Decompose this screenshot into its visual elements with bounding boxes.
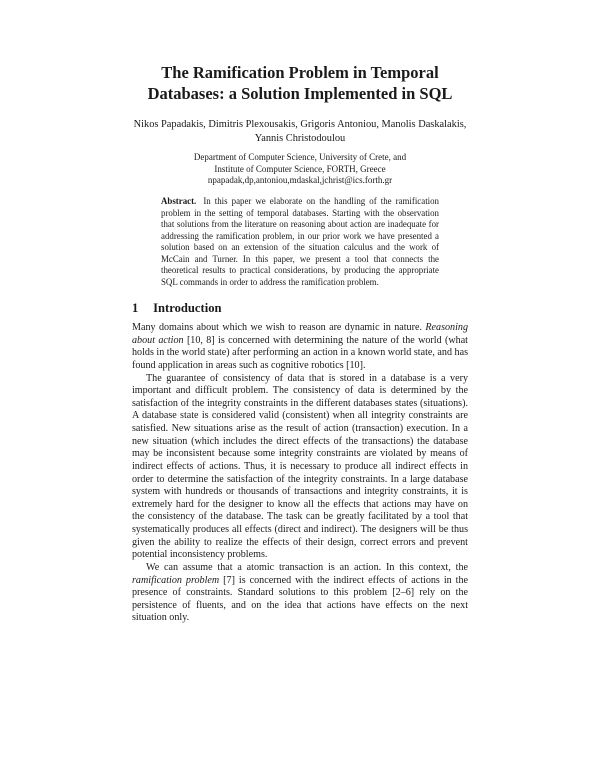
body-text [132, 322, 468, 625]
section-title: Introduction [153, 301, 222, 315]
author-emails: npapadak,dp,antoniou,mdaskal,jchrist@ics.forth.gr [207, 175, 393, 186]
section-heading [132, 300, 222, 316]
title-line: Databases: a Solution Implemented in SQL [147, 84, 453, 103]
abstract-text: In this paper we elaborate on the handling of the ramification problem in the setting of temporal databases. Starting with the observation that solutions from the literature on reasoning about action are inadequate for addressing the ramification problem, in our prior work we have presented a solution based on an extension of the situation calculus and the work of McCain and Turner. In this paper, we present a tool that connects the theoretical results to practical considerations, by producing the appropriate SQL commands in order to address the ramification problem. [161, 196, 439, 287]
affiliation [140, 152, 460, 187]
abstract-label: Abstract. [161, 196, 197, 206]
author-line: Nikos Papadakis, Dimitris Plexousakis, Grigoris Antoniou, Manolis Daskalakis, [133, 119, 467, 130]
affiliation-line: Institute of Computer Science, FORTH, Greece [214, 163, 386, 174]
emphasized-term: Reasoning about action [132, 322, 468, 346]
paper-title [110, 62, 490, 104]
author-line: Yannis Christodoulou [254, 132, 346, 144]
section-number: 1 [132, 301, 139, 315]
author-list [110, 118, 490, 145]
affiliation-line: Department of Computer Science, University of Crete, and [193, 152, 407, 162]
paragraph: The guarantee of consistency of data that is stored in a database is a very important and difficult problem. The consistency of data is determined by the satisfaction of the integrity constraints in the different databases states (situations). A database state is considered valid (consistent) when all integrity constraints are satisfied. New situations arise as the result of action (transaction) execution. In a new situation (which includes the direct effects of the transactions) the database may be inconsistent because some integrity constraints are violated by means of indirect effects of actions. Thus, it is necessary to produce all indirect effects in order to determine the satisfaction of the integrity constraints. In a large database system with hundreds or thousands of transactions and integrity constraints, it is extremely hard for the designer to know all the effects that actions may have on the consistency of the database. The task can be greatly facilitated by a tool that systematically produces all effects (direct and indirect). The designers will be thus given the ability to realize the effects of their design, correct errors and prevent potential inconsistency problems. [132, 372, 468, 561]
paragraph: We can assume that a atomic transaction is an action. In this context, the ramification problem [7] is concerned with the indirect effects of actions in the presence of constraints. Standard solutions to this problem [2–6] rely on the persistence of fluents, and on the idea that actions have effects on the next situation only. [132, 561, 468, 624]
title-line: The Ramification Problem in Temporal [161, 63, 439, 82]
emphasized-term: ramification problem [132, 574, 220, 586]
abstract [161, 196, 439, 288]
paragraph: Many domains about which we wish to reason are dynamic in nature. Reasoning about action [10, 8] is concerned with determining the nature of the world (what holds in the world state) after performing an action in a known world state, and has found application in areas such as cognitive robotics [10]. [132, 322, 468, 371]
